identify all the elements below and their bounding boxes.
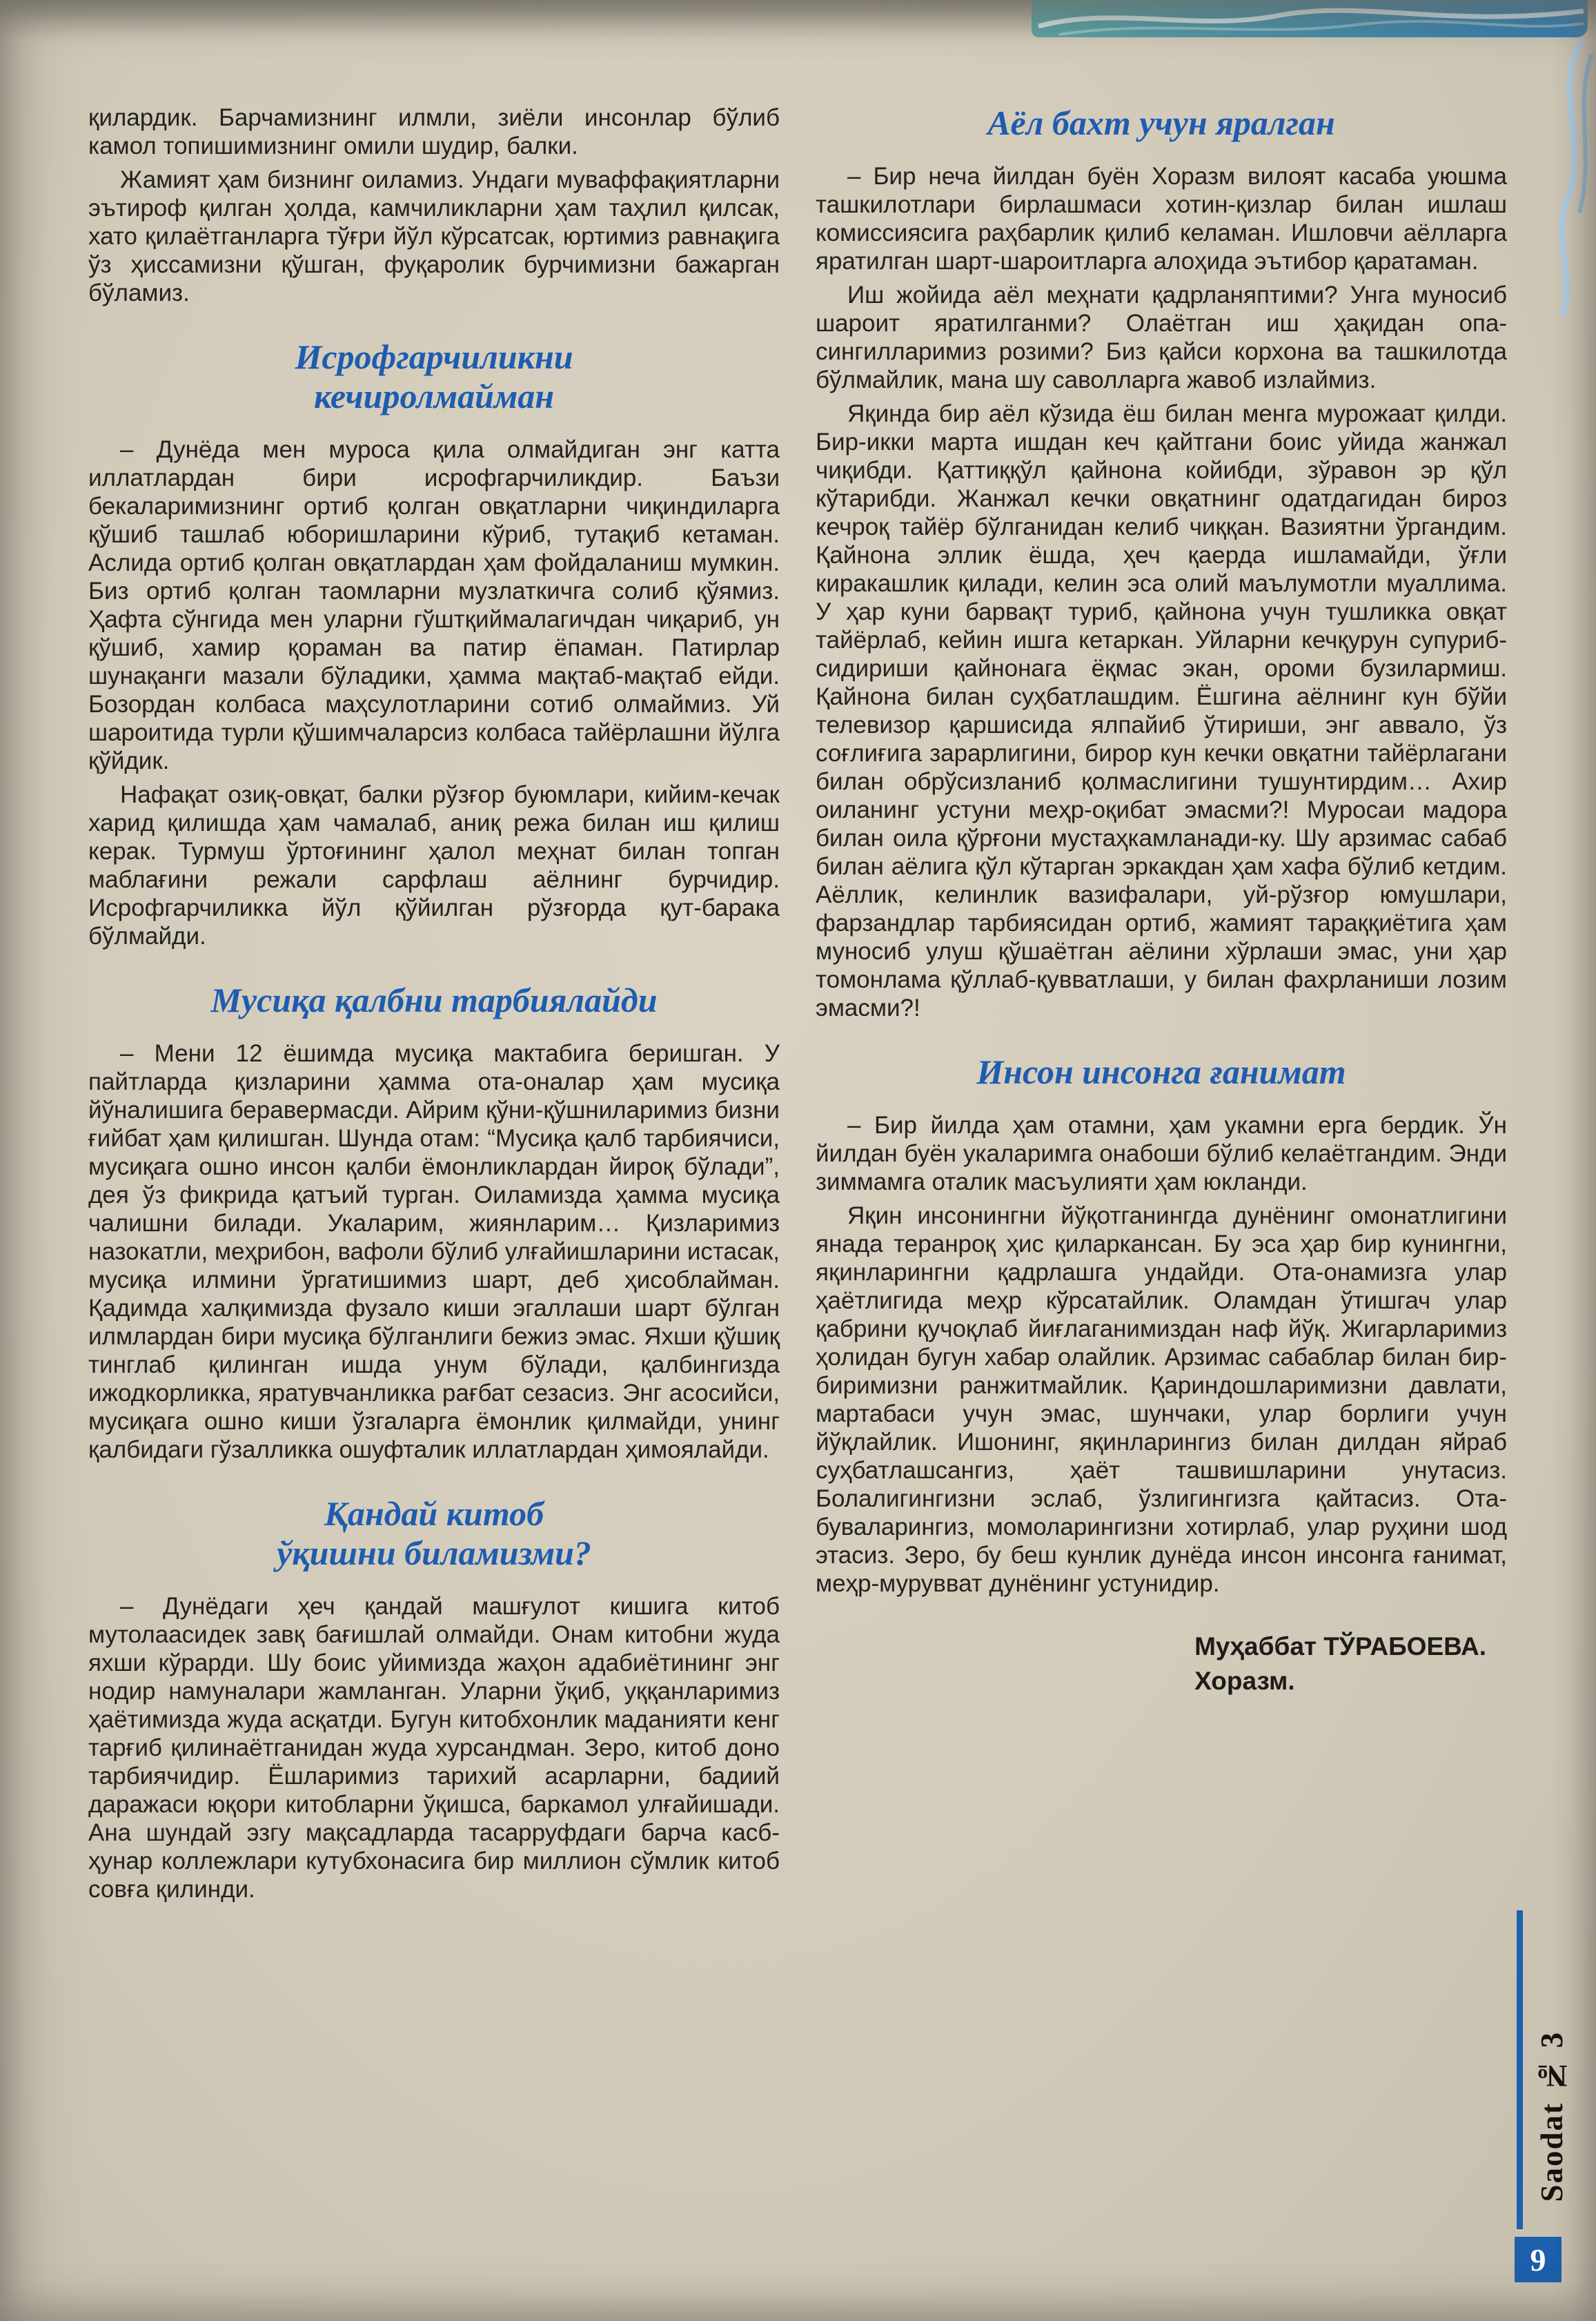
paragraph: – Дунёдаги ҳеч қандай машғулот кишига китоб мутолаасидек завқ бағишлай олмайди. Онам китобни жуда яхши кўрарди. Шу боис уйимизда жаҳон адабиётининг энг нодир намуналари жамланган. Уларни ўқиб, уққанларимиз ҳаётимизда жуда асқатди. Бугун китобхонлик маданияти кенг тарғиб қилинаётганидан жуда хурсандман. Зеро, китоб доно тарбиячидир. Ёшларимиз тарихий асарларни, бадиий даражаси юқори китобларни ўқишса, баркамол улғайишади. Ана шундай эзгу мақсадларда тасарруфдаги барча касб-ҳунар коллежлари кутубхонасига бир миллион сўмлик китоб совға қилинди. xyxy=(88,1593,780,1903)
heading-line: кечиролмайман xyxy=(314,377,554,415)
paragraph: Иш жойида аёл меҳнати қадрланяптими? Унга муносиб шароит яратилганми? Олаётган иш ҳақидан опа-сингилларимиз розими? Биз қайси корхона ва ташкилотда бўлмайлик, мана шу саволларга жавоб излаймиз. xyxy=(816,282,1507,393)
heading-ayol-baxt xyxy=(816,104,1507,143)
paragraph: – Мени 12 ёшимда мусиқа мактабига беришган. У пайтларда қизларини ҳамма ота-оналар ҳам мусиқа йўналишига беравермасди. Айрим қўни-қўшниларимиз бизни ғийбат ҳам қилишган. Шунда отам: “Мусиқа қалб тарбиячиси, мусиқага ошно инсон қалби ёмонликлардан йироқ бўлади”, дея ўз фикрида қатъий турган. Оиламизда ҳамма мусиқа чалишни билади. Укаларим, жиянларим… Қизларимиз назокатли, меҳрибон, вафоли бўлиб улғайишларини истасак, мусиқа илмини ўргатишимиз шарт, деб ҳисоблайман. Қадимда халқимизда фузало киши эгаллаши шарт бўлган илмлардан бири мусиқа бўлганлиги бежиз эмас. Яхши қўшиқ тинглаб қилинган ишда унум бўлади, қалбингизда ижодкорликка, яратувчанликка рағбат сезасиз. Энг асосийси, мусиқага ошно киши ўзгаларга ёмонлик қилмайди, унинг қалбидаги гўзалликка ошуфталик иллатлардан ҳимоялайди. xyxy=(88,1040,780,1463)
byline-author: Муҳаббат ТЎРАБОЕВА. xyxy=(1194,1632,1486,1661)
paragraph: – Дунёда мен муроса қила олмайдиган энг катта иллатлардан бири исрофгарчиликдир. Баъзи бекаларимизнинг ортиб қолган овқатларни чиқиндиларга қўшиб ташлаб юборишларини кўриб, тутақиб кетаман. Аслида ортиб қолган овқатлардан ҳам фойдаланиш мумкин. Биз ортиб қолган таомларни музлаткичга солиб қўямиз. Ҳафта сўнгида мен уларни гўштқиймалагичдан чиқариб, ун қўшиб, хамир қораман ва патир ёпаман. Патирлар шунақанги мазали бўладики, ҳамма мақтаб-мақтаб ейди. Бозордан колбаса маҳсулотларини сотиб олмаймиз. Уй шароитида турли қўшимчаларсиз колбаса тайёрлашни йўлга қўйдик. xyxy=(88,436,780,774)
decorative-swirl xyxy=(1526,40,1595,316)
heading-musiqa xyxy=(88,981,780,1020)
heading-line: Мусиқа қалбни тарбиялайди xyxy=(210,981,658,1019)
masthead-wave-decoration xyxy=(1032,0,1588,37)
heading-line: Аёл бахт учун яралган xyxy=(987,104,1335,142)
page-number: 9 xyxy=(1515,2237,1561,2282)
heading-inson-ganimat xyxy=(816,1052,1507,1092)
byline-location: Хоразм. xyxy=(1194,1666,1295,1695)
heading-line: Инсон инсонга ғанимат xyxy=(976,1052,1346,1091)
sidebar-divider-line xyxy=(1517,1910,1523,2229)
heading-line: Қандай китоб xyxy=(324,1494,544,1533)
paragraph: Яқин инсонингни йўқотганингда дунёнинг омонатлигини янада теранроқ ҳис қиларкансан. Бу эса ҳар бир кунингни, яқинларингни қадрлашга ундайди. Ота-онамизга улар ҳаётлигида меҳр кўрсатайлик. Оламдан ўтишгач улар қабрини қучоқлаб йиғлаганимиздан наф йўқ. Жигарларимиз ҳолидан бугун хабар олайлик. Арзимас сабаблар билан бир-биримизни ранжитмайлик. Қариндошларимизни давлати, мартабаси учун эмас, шунчаки, улар борлиги учун йўқлайлик. Ишонинг, яқинларингиз билан дилдан яйраб суҳбатлашсангиз, ҳаёт ташвишларини унутасиз. Болалигингизни эслаб, ўзлигингизга қайтасиз. Ота-буваларингиз, момоларингизни хотирлаб, улар руҳини шод этасиз. Зеро, бу беш кунлик дунёда инсон инсонга ғанимат, меҳр-мурувват дунёнинг устунидир. xyxy=(816,1202,1507,1597)
right-column xyxy=(816,104,1507,1909)
paragraph: қилардик. Барчамизнинг илмли, зиёли инсонлар бўлиб камол топишимизнинг омили шудир, балки. xyxy=(88,104,780,159)
paragraph: Яқинда бир аёл кўзида ёш билан менга мурожаат қилди. Бир-икки марта ишдан кеч қайтгани боис уйида жанжал чиқибди. Қаттиққўл қайнона койибди, зўравон эр қўл кўтарибди. Жанжал кечки овқатнинг одатдагидан бироз кечроқ тайёр бўлганидан келиб чиққан. Вазиятни ўргандим. Қайнона эллик ёшда, ҳеч қаерда ишламайди, ўғли киракашлик қилади, келин эса олий маълумотли муаллима. У ҳар куни барвақт туриб, қайнона учун тушликка овқат тайёрлаб, кейин ишга кетаркан. Уйларни кечқурун супуриб-сидириши қайнонага ёқмас экан, ороми бузилармиш. Қайнона билан суҳбатлашдим. Ёшгина аёлнинг кун бўйи телевизор қаршисида ялпайиб ўтириши, энг аввало, ўз соғлиғига зарарлигини, бирор кун кечки овқатни тайёрлагани билан обрўсизланиб қолмаслигини тушунтирдим… Ахир оиланинг устуни меҳр-оқибат эмасми?! Муросаи мадора билан оила қўрғони мустаҳкамланади-ку. Шу арзимас сабаб билан аёлига қўл кўтарган эркакдан ҳам хафа бўлиб кетдим. Аёллик, келинлик вазифалари, уй-рўзғор юмушлари, фарзандлар тарбиясидан ортиб, жамият тараққиётига ҳам муносиб улуш қўшаётган аёлини хўрлаши эмас, уни ҳар томонлама қўллаб-қувватлаши, у билан фахрланиши лозим эмасми?! xyxy=(816,400,1507,1021)
paragraph: Жамият ҳам бизнинг оиламиз. Ундаги муваффақиятларни эътироф қилган ҳолда, камчиликларни ҳам таҳлил қилсак, хато қилаётганларга тўғри йўл кўрсатсак, юртимиз равнақига ўз ҳиссамизни қўшган, фуқаролик бурчимизни бажарган бўламиз. xyxy=(88,166,780,306)
heading-kitob xyxy=(88,1494,780,1573)
heading-line: Исрофгарчиликни xyxy=(295,337,573,376)
heading-isrofgarchilik xyxy=(88,337,780,416)
byline xyxy=(1194,1629,1486,1698)
magazine-title-vertical: Saodat № 3 xyxy=(1535,2031,1569,2202)
masthead-fragment xyxy=(1032,0,1588,37)
left-column xyxy=(88,104,780,1909)
paragraph: – Бир неча йилдан буён Хоразм вилоят касаба уюшма ташкилотлари бирлашмаси хотин-қизлар билан ишлаш комиссиясига раҳбарлик қилиб келаман. Ишловчи аёлларга яратилган шарт-шароитларга алоҳида эътибор қаратаман. xyxy=(816,163,1507,275)
article-body xyxy=(88,104,1507,1909)
heading-line: ўқишни биламизми? xyxy=(277,1534,591,1572)
paragraph: – Бир йилда ҳам отамни, ҳам укамни ерга бердик. Ўн йилдан буён укаларимга онабоши бўлиб келаётгандим. Энди зиммамга оталик масъулияти ҳам юкланди. xyxy=(816,1112,1507,1195)
paragraph: Нафақат озиқ-овқат, балки рўзғор буюмлари, кийим-кечак харид қилишда ҳам чамалаб, аниқ режа билан иш қилиш керак. Турмуш ўртоғининг ҳалол меҳнат билан топган маблағини режали сарфлаш аёлнинг бурчидир. Исрофгарчиликка йўл қўйилган рўзғорда қут-барака бўлмайди. xyxy=(88,781,780,950)
